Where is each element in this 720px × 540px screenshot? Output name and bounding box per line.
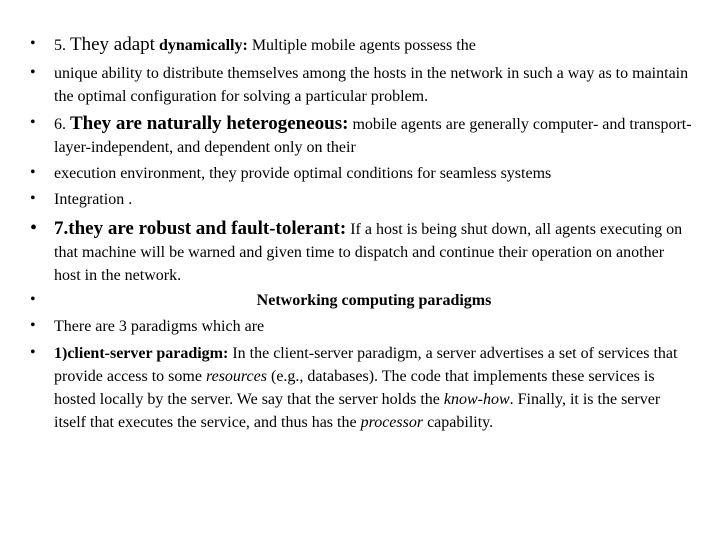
bullet-icon: •: [30, 217, 38, 239]
item-emphasis: processor: [360, 414, 424, 431]
item-heading-bold: dynamically:: [158, 37, 248, 54]
client-server-text: [54, 342, 694, 434]
item-body: Multiple mobile agents possess the: [251, 37, 476, 54]
item-body-part: capability.: [427, 414, 494, 431]
section-heading-wrap: [54, 289, 694, 312]
item-body: If a host is being shut down, all agents executing on that machine will be warned and given time to dispatch and continue their operation on another host in the network.: [54, 221, 683, 284]
item-body: execution environment, they provide optimal conditions for seamless systems: [54, 165, 552, 182]
item-number: 6.: [54, 116, 66, 133]
bullet-icon: •: [30, 317, 36, 334]
item-body-part: (e.g., databases). The code that implements these services is hosted locally by the server. We say that the server holds the: [54, 368, 655, 408]
item-emphasis: resources: [205, 368, 267, 385]
item-body: mobile agents are generally computer- and transport-layer-independent, and dependent only on their: [54, 116, 692, 156]
item-7-text: [54, 217, 694, 287]
item-body: unique ability to distribute themselves among the hosts in the network in such a way as to maintain the optimal configuration for solving a particular problem.: [54, 65, 689, 105]
item-heading: 7.they are robust and fault-tolerant:: [54, 218, 347, 239]
item-5-text: [54, 33, 694, 57]
item-body-part: . Finally, it is the server itself that executes the service, and thus has the: [54, 391, 661, 431]
item-6-text: [54, 112, 694, 159]
item-heading: They are naturally heterogeneous:: [70, 113, 349, 134]
item-body: Integration .: [54, 191, 133, 208]
bullet-icon: •: [30, 35, 36, 52]
item-number: 5.: [54, 37, 66, 54]
bullet-icon: •: [30, 190, 36, 207]
item-heading: They adapt: [70, 34, 155, 55]
section-heading: Networking computing paradigms: [256, 292, 492, 309]
bullet-icon: •: [30, 164, 36, 181]
bullet-icon: •: [30, 114, 36, 131]
bullet-icon: •: [30, 291, 36, 308]
bullet-icon: •: [30, 64, 36, 81]
bullet-icon: •: [30, 344, 36, 361]
item-body-part: In the client-server paradigm, a server advertises a set of services that provide access to some: [54, 345, 678, 385]
item-body: There are 3 paradigms which are: [54, 318, 265, 335]
item-emphasis: know-how: [443, 391, 510, 408]
item-heading: 1)client-server paradigm:: [54, 345, 229, 362]
